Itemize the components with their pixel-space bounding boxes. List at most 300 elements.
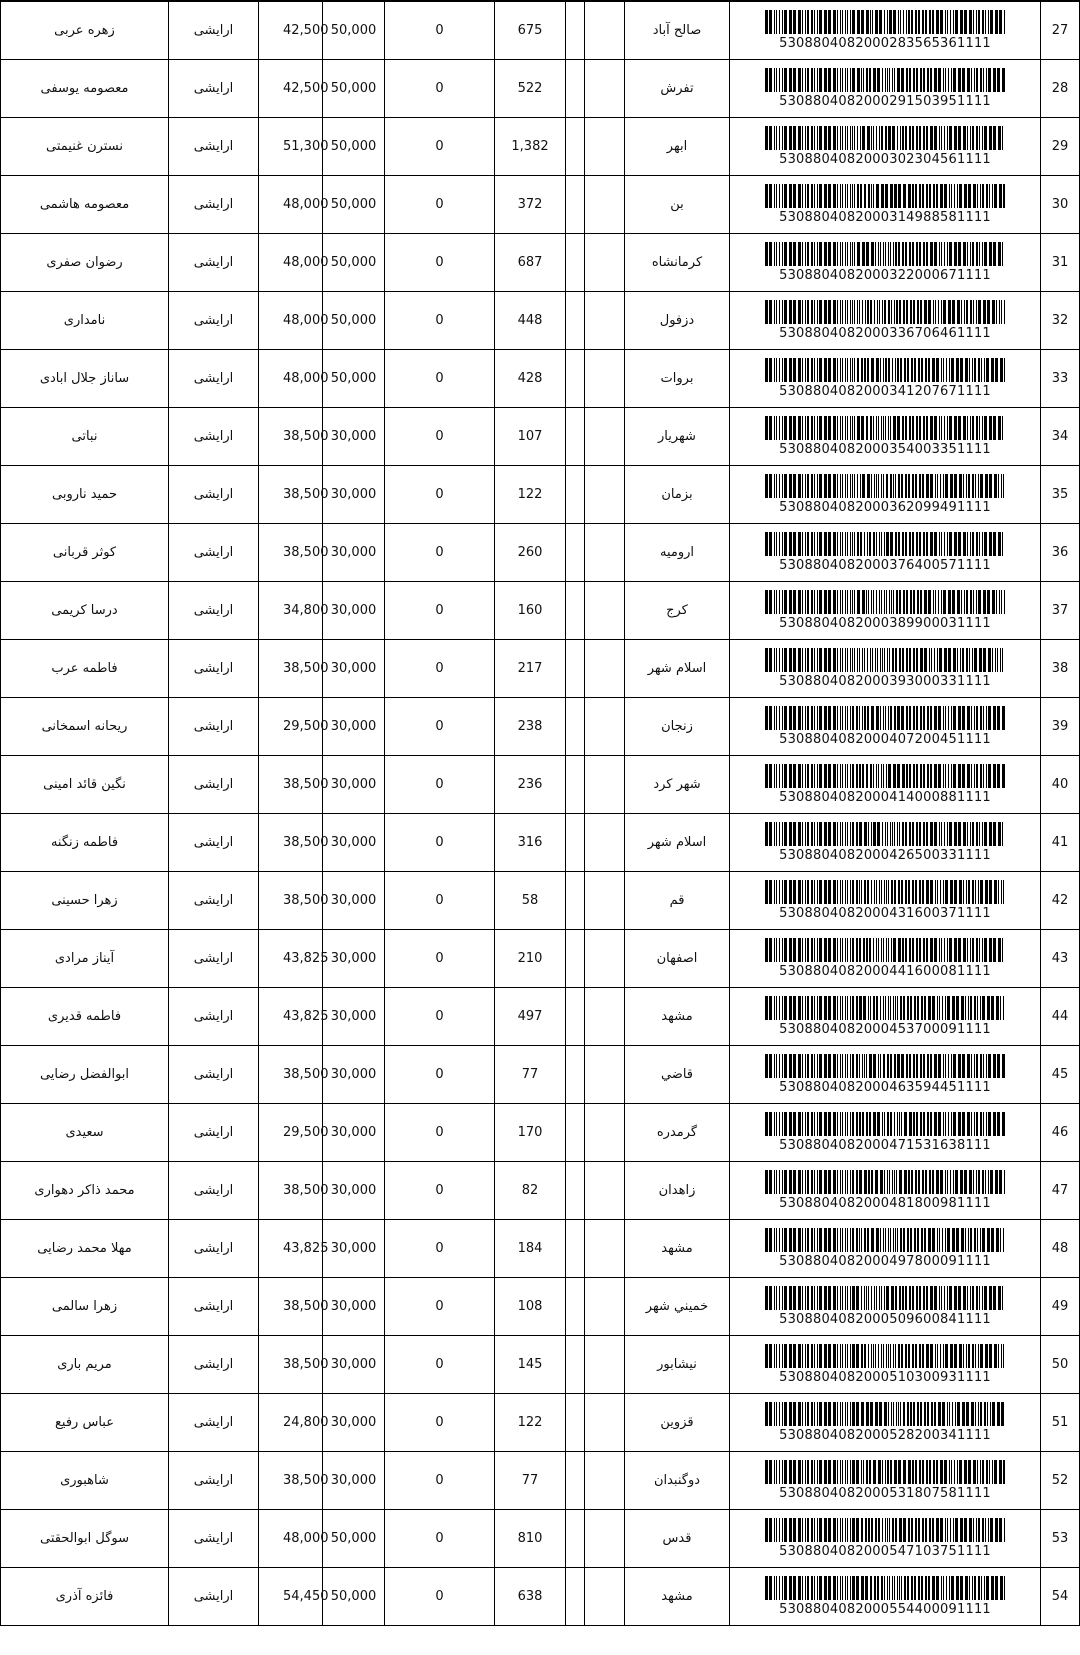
empty-cell-a bbox=[566, 292, 585, 350]
amount-cell: 43,825 bbox=[259, 1220, 323, 1278]
barcode-cell bbox=[730, 1452, 1041, 1510]
empty-cell-b bbox=[585, 1394, 625, 1452]
zero-cell: 0 bbox=[385, 1, 495, 60]
barcode-graphic bbox=[765, 1170, 1005, 1194]
recipient-name-cell: فاطمه قدیری bbox=[1, 988, 169, 1046]
recipient-name-cell: ساناز جلال ابادی bbox=[1, 350, 169, 408]
row-number-cell: 52 bbox=[1041, 1452, 1080, 1510]
recipient-name-cell: فاطمه عرب bbox=[1, 640, 169, 698]
barcode-graphic bbox=[765, 1518, 1005, 1542]
city-cell: مشهد bbox=[625, 988, 730, 1046]
zero-cell: 0 bbox=[385, 1278, 495, 1336]
empty-cell-b bbox=[585, 1162, 625, 1220]
row-number-cell: 49 bbox=[1041, 1278, 1080, 1336]
barcode-graphic bbox=[765, 996, 1005, 1020]
empty-cell-b bbox=[585, 1220, 625, 1278]
recipient-name-cell: نامداری bbox=[1, 292, 169, 350]
zero-cell: 0 bbox=[385, 350, 495, 408]
count-cell: 316 bbox=[495, 814, 566, 872]
barcode-number: 5308804082000431600371111 bbox=[779, 906, 991, 921]
recipient-name-cell: ریحانه اسمخانی bbox=[1, 698, 169, 756]
recipient-name-cell: زهره عربی bbox=[1, 1, 169, 60]
price-cell: 50,000 bbox=[323, 1510, 385, 1568]
barcode-number: 5308804082000336706461111 bbox=[779, 326, 991, 341]
barcode-number: 5308804082000354003351111 bbox=[779, 442, 991, 457]
zero-cell: 0 bbox=[385, 60, 495, 118]
barcode-graphic bbox=[765, 68, 1005, 92]
barcode-cell bbox=[730, 176, 1041, 234]
barcode-graphic bbox=[765, 648, 1005, 672]
city-cell: تفرش bbox=[625, 60, 730, 118]
count-cell: 448 bbox=[495, 292, 566, 350]
barcode-number: 5308804082000441600081111 bbox=[779, 964, 991, 979]
amount-cell: 38,500 bbox=[259, 640, 323, 698]
price-cell: 30,000 bbox=[323, 698, 385, 756]
recipient-name-cell: حمید ناروبی bbox=[1, 466, 169, 524]
product-type-cell: ارایشی bbox=[169, 1568, 259, 1626]
zero-cell: 0 bbox=[385, 1162, 495, 1220]
row-number-cell: 34 bbox=[1041, 408, 1080, 466]
barcode-number: 5308804082000414000881111 bbox=[779, 790, 991, 805]
row-number-cell: 41 bbox=[1041, 814, 1080, 872]
barcode-cell bbox=[730, 1046, 1041, 1104]
product-type-cell: ارایشی bbox=[169, 1510, 259, 1568]
barcode-cell bbox=[730, 1104, 1041, 1162]
zero-cell: 0 bbox=[385, 234, 495, 292]
empty-cell-b bbox=[585, 524, 625, 582]
price-cell: 30,000 bbox=[323, 988, 385, 1046]
recipient-name-cell: فاطمه زنگنه bbox=[1, 814, 169, 872]
table-row bbox=[1, 1278, 1080, 1336]
barcode-cell bbox=[730, 524, 1041, 582]
empty-cell-a bbox=[566, 466, 585, 524]
count-cell: 1,382 bbox=[495, 118, 566, 176]
count-cell: 77 bbox=[495, 1452, 566, 1510]
barcode-number: 5308804082000510300931111 bbox=[779, 1370, 991, 1385]
empty-cell-b bbox=[585, 1, 625, 60]
empty-cell-a bbox=[566, 988, 585, 1046]
count-cell: 184 bbox=[495, 1220, 566, 1278]
table-row bbox=[1, 118, 1080, 176]
product-type-cell: ارایشی bbox=[169, 60, 259, 118]
amount-cell: 38,500 bbox=[259, 1046, 323, 1104]
price-cell: 50,000 bbox=[323, 350, 385, 408]
count-cell: 638 bbox=[495, 1568, 566, 1626]
city-cell: شهر کرد bbox=[625, 756, 730, 814]
zero-cell: 0 bbox=[385, 466, 495, 524]
empty-cell-b bbox=[585, 60, 625, 118]
empty-cell-b bbox=[585, 1452, 625, 1510]
empty-cell-b bbox=[585, 814, 625, 872]
empty-cell-a bbox=[566, 524, 585, 582]
row-number-cell: 28 bbox=[1041, 60, 1080, 118]
recipient-name-cell: شاهبوری bbox=[1, 1452, 169, 1510]
product-type-cell: ارایشی bbox=[169, 1046, 259, 1104]
product-type-cell: ارایشی bbox=[169, 698, 259, 756]
count-cell: 145 bbox=[495, 1336, 566, 1394]
table-row bbox=[1, 60, 1080, 118]
count-cell: 428 bbox=[495, 350, 566, 408]
amount-cell: 38,500 bbox=[259, 872, 323, 930]
amount-cell: 43,825 bbox=[259, 988, 323, 1046]
empty-cell-a bbox=[566, 350, 585, 408]
product-type-cell: ارایشی bbox=[169, 408, 259, 466]
count-cell: 675 bbox=[495, 1, 566, 60]
barcode-cell bbox=[730, 1394, 1041, 1452]
barcode-cell bbox=[730, 756, 1041, 814]
barcode-cell bbox=[730, 1510, 1041, 1568]
barcode-number: 5308804082000407200451111 bbox=[779, 732, 991, 747]
recipient-name-cell: درسا کریمی bbox=[1, 582, 169, 640]
empty-cell-b bbox=[585, 1104, 625, 1162]
count-cell: 497 bbox=[495, 988, 566, 1046]
row-number-cell: 46 bbox=[1041, 1104, 1080, 1162]
amount-cell: 43,825 bbox=[259, 930, 323, 988]
city-cell: ابهر bbox=[625, 118, 730, 176]
row-number-cell: 29 bbox=[1041, 118, 1080, 176]
empty-cell-a bbox=[566, 1336, 585, 1394]
zero-cell: 0 bbox=[385, 640, 495, 698]
table-row bbox=[1, 234, 1080, 292]
price-cell: 50,000 bbox=[323, 234, 385, 292]
barcode-number: 5308804082000389900031111 bbox=[779, 616, 991, 631]
amount-cell: 51,300 bbox=[259, 118, 323, 176]
city-cell: کرمانشاه bbox=[625, 234, 730, 292]
amount-cell: 38,500 bbox=[259, 466, 323, 524]
amount-cell: 24,800 bbox=[259, 1394, 323, 1452]
empty-cell-b bbox=[585, 756, 625, 814]
table-row bbox=[1, 1568, 1080, 1626]
row-number-cell: 50 bbox=[1041, 1336, 1080, 1394]
recipient-name-cell: عباس رفیع bbox=[1, 1394, 169, 1452]
row-number-cell: 48 bbox=[1041, 1220, 1080, 1278]
product-type-cell: ارایشی bbox=[169, 1220, 259, 1278]
zero-cell: 0 bbox=[385, 698, 495, 756]
product-type-cell: ارایشی bbox=[169, 988, 259, 1046]
price-cell: 30,000 bbox=[323, 930, 385, 988]
price-cell: 30,000 bbox=[323, 1278, 385, 1336]
barcode-cell bbox=[730, 988, 1041, 1046]
barcode-number: 5308804082000283565361111 bbox=[779, 36, 991, 51]
amount-cell: 34,800 bbox=[259, 582, 323, 640]
zero-cell: 0 bbox=[385, 988, 495, 1046]
zero-cell: 0 bbox=[385, 1104, 495, 1162]
price-cell: 50,000 bbox=[323, 1, 385, 60]
count-cell: 108 bbox=[495, 1278, 566, 1336]
row-number-cell: 36 bbox=[1041, 524, 1080, 582]
zero-cell: 0 bbox=[385, 118, 495, 176]
recipient-name-cell: فائزه آذری bbox=[1, 1568, 169, 1626]
price-cell: 30,000 bbox=[323, 640, 385, 698]
barcode-graphic bbox=[765, 590, 1005, 614]
row-number-cell: 39 bbox=[1041, 698, 1080, 756]
barcode-graphic bbox=[765, 1112, 1005, 1136]
zero-cell: 0 bbox=[385, 756, 495, 814]
empty-cell-a bbox=[566, 1220, 585, 1278]
row-number-cell: 54 bbox=[1041, 1568, 1080, 1626]
count-cell: 372 bbox=[495, 176, 566, 234]
city-cell: قزوین bbox=[625, 1394, 730, 1452]
recipient-name-cell: نسترن غنیمتی bbox=[1, 118, 169, 176]
barcode-graphic bbox=[765, 242, 1005, 266]
empty-cell-a bbox=[566, 60, 585, 118]
barcode-cell bbox=[730, 582, 1041, 640]
barcode-number: 5308804082000481800981111 bbox=[779, 1196, 991, 1211]
empty-cell-b bbox=[585, 872, 625, 930]
row-number-cell: 40 bbox=[1041, 756, 1080, 814]
barcode-cell bbox=[730, 292, 1041, 350]
barcode-graphic bbox=[765, 1576, 1005, 1600]
count-cell: 58 bbox=[495, 872, 566, 930]
price-cell: 30,000 bbox=[323, 814, 385, 872]
price-cell: 30,000 bbox=[323, 1162, 385, 1220]
barcode-number: 5308804082000509600841111 bbox=[779, 1312, 991, 1327]
barcode-cell bbox=[730, 1278, 1041, 1336]
barcode-graphic bbox=[765, 532, 1005, 556]
barcode-cell bbox=[730, 640, 1041, 698]
barcode-graphic bbox=[765, 184, 1005, 208]
zero-cell: 0 bbox=[385, 524, 495, 582]
recipient-name-cell: رضوان صفری bbox=[1, 234, 169, 292]
city-cell: زنجان bbox=[625, 698, 730, 756]
product-type-cell: ارایشی bbox=[169, 350, 259, 408]
empty-cell-b bbox=[585, 1046, 625, 1104]
barcode-cell bbox=[730, 1, 1041, 60]
table-row bbox=[1, 930, 1080, 988]
city-cell: اسلام شهر bbox=[625, 640, 730, 698]
product-type-cell: ارایشی bbox=[169, 814, 259, 872]
amount-cell: 48,000 bbox=[259, 292, 323, 350]
amount-cell: 38,500 bbox=[259, 814, 323, 872]
city-cell: قم bbox=[625, 872, 730, 930]
recipient-name-cell: معصومه یوسفی bbox=[1, 60, 169, 118]
city-cell: نیشابور bbox=[625, 1336, 730, 1394]
barcode-graphic bbox=[765, 1228, 1005, 1252]
count-cell: 122 bbox=[495, 466, 566, 524]
zero-cell: 0 bbox=[385, 1394, 495, 1452]
recipient-name-cell: کوثر قربانی bbox=[1, 524, 169, 582]
product-type-cell: ارایشی bbox=[169, 1452, 259, 1510]
count-cell: 236 bbox=[495, 756, 566, 814]
count-cell: 170 bbox=[495, 1104, 566, 1162]
table-row bbox=[1, 1, 1080, 60]
amount-cell: 38,500 bbox=[259, 524, 323, 582]
barcode-graphic bbox=[765, 126, 1005, 150]
city-cell: بزمان bbox=[625, 466, 730, 524]
barcode-number: 5308804082000341207671111 bbox=[779, 384, 991, 399]
product-type-cell: ارایشی bbox=[169, 176, 259, 234]
city-cell: اصفهان bbox=[625, 930, 730, 988]
recipient-name-cell: محمد ذاکر دهواری bbox=[1, 1162, 169, 1220]
zero-cell: 0 bbox=[385, 1220, 495, 1278]
price-cell: 30,000 bbox=[323, 1336, 385, 1394]
barcode-graphic bbox=[765, 10, 1005, 34]
zero-cell: 0 bbox=[385, 1046, 495, 1104]
empty-cell-b bbox=[585, 1278, 625, 1336]
barcode-cell bbox=[730, 1336, 1041, 1394]
product-type-cell: ارایشی bbox=[169, 234, 259, 292]
price-cell: 50,000 bbox=[323, 60, 385, 118]
recipient-name-cell: ابوالفضل رضایی bbox=[1, 1046, 169, 1104]
barcode-number: 5308804082000547103751111 bbox=[779, 1544, 991, 1559]
table-row bbox=[1, 1220, 1080, 1278]
barcode-graphic bbox=[765, 1344, 1005, 1368]
product-type-cell: ارایشی bbox=[169, 292, 259, 350]
price-cell: 30,000 bbox=[323, 524, 385, 582]
amount-cell: 29,500 bbox=[259, 698, 323, 756]
empty-cell-a bbox=[566, 1394, 585, 1452]
barcode-cell bbox=[730, 60, 1041, 118]
barcode-graphic bbox=[765, 300, 1005, 324]
city-cell: زاهدان bbox=[625, 1162, 730, 1220]
barcode-number: 5308804082000471531638111 bbox=[779, 1138, 991, 1153]
table-row bbox=[1, 1394, 1080, 1452]
empty-cell-a bbox=[566, 1510, 585, 1568]
product-type-cell: ارایشی bbox=[169, 872, 259, 930]
empty-cell-b bbox=[585, 466, 625, 524]
product-type-cell: ارایشی bbox=[169, 524, 259, 582]
barcode-graphic bbox=[765, 1286, 1005, 1310]
table-row bbox=[1, 698, 1080, 756]
count-cell: 122 bbox=[495, 1394, 566, 1452]
product-type-cell: ارایشی bbox=[169, 118, 259, 176]
count-cell: 260 bbox=[495, 524, 566, 582]
barcode-number: 5308804082000362099491111 bbox=[779, 500, 991, 515]
empty-cell-a bbox=[566, 176, 585, 234]
empty-cell-b bbox=[585, 988, 625, 1046]
amount-cell: 48,000 bbox=[259, 1510, 323, 1568]
amount-cell: 48,000 bbox=[259, 234, 323, 292]
product-type-cell: ارایشی bbox=[169, 1162, 259, 1220]
count-cell: 210 bbox=[495, 930, 566, 988]
zero-cell: 0 bbox=[385, 1452, 495, 1510]
empty-cell-a bbox=[566, 1046, 585, 1104]
empty-cell-a bbox=[566, 640, 585, 698]
zero-cell: 0 bbox=[385, 582, 495, 640]
barcode-cell bbox=[730, 1568, 1041, 1626]
barcode-cell bbox=[730, 466, 1041, 524]
table-row bbox=[1, 1452, 1080, 1510]
amount-cell: 38,500 bbox=[259, 408, 323, 466]
empty-cell-b bbox=[585, 930, 625, 988]
table-row bbox=[1, 582, 1080, 640]
empty-cell-a bbox=[566, 118, 585, 176]
row-number-cell: 31 bbox=[1041, 234, 1080, 292]
recipient-name-cell: سعیدی bbox=[1, 1104, 169, 1162]
barcode-graphic bbox=[765, 706, 1005, 730]
amount-cell: 48,000 bbox=[259, 176, 323, 234]
price-cell: 30,000 bbox=[323, 1452, 385, 1510]
barcode-cell bbox=[730, 1220, 1041, 1278]
product-type-cell: ارایشی bbox=[169, 1336, 259, 1394]
row-number-cell: 42 bbox=[1041, 872, 1080, 930]
table-row bbox=[1, 872, 1080, 930]
barcode-number: 5308804082000531807581111 bbox=[779, 1486, 991, 1501]
barcode-number: 5308804082000376400571111 bbox=[779, 558, 991, 573]
barcode-number: 5308804082000554400091111 bbox=[779, 1602, 991, 1617]
product-type-cell: ارایشی bbox=[169, 1394, 259, 1452]
empty-cell-b bbox=[585, 118, 625, 176]
empty-cell-a bbox=[566, 408, 585, 466]
city-cell: دوگنبدان bbox=[625, 1452, 730, 1510]
recipient-name-cell: نباتی bbox=[1, 408, 169, 466]
empty-cell-a bbox=[566, 1162, 585, 1220]
barcode-graphic bbox=[765, 880, 1005, 904]
row-number-cell: 45 bbox=[1041, 1046, 1080, 1104]
product-type-cell: ارایشی bbox=[169, 1278, 259, 1336]
empty-cell-a bbox=[566, 930, 585, 988]
count-cell: 107 bbox=[495, 408, 566, 466]
empty-cell-b bbox=[585, 1568, 625, 1626]
empty-cell-b bbox=[585, 350, 625, 408]
table-row bbox=[1, 1162, 1080, 1220]
barcode-number: 5308804082000302304561111 bbox=[779, 152, 991, 167]
row-number-cell: 32 bbox=[1041, 292, 1080, 350]
row-number-cell: 47 bbox=[1041, 1162, 1080, 1220]
city-cell: خميني شهر bbox=[625, 1278, 730, 1336]
table-row bbox=[1, 350, 1080, 408]
amount-cell: 42,500 bbox=[259, 60, 323, 118]
row-number-cell: 44 bbox=[1041, 988, 1080, 1046]
barcode-cell bbox=[730, 814, 1041, 872]
price-cell: 50,000 bbox=[323, 118, 385, 176]
zero-cell: 0 bbox=[385, 1336, 495, 1394]
empty-cell-a bbox=[566, 1452, 585, 1510]
table-row bbox=[1, 1510, 1080, 1568]
barcode-cell bbox=[730, 698, 1041, 756]
city-cell: شهریار bbox=[625, 408, 730, 466]
count-cell: 810 bbox=[495, 1510, 566, 1568]
city-cell: کرج bbox=[625, 582, 730, 640]
amount-cell: 42,500 bbox=[259, 1, 323, 60]
barcode-cell bbox=[730, 408, 1041, 466]
table-row bbox=[1, 466, 1080, 524]
empty-cell-b bbox=[585, 292, 625, 350]
barcode-graphic bbox=[765, 938, 1005, 962]
row-number-cell: 51 bbox=[1041, 1394, 1080, 1452]
empty-cell-b bbox=[585, 1336, 625, 1394]
empty-cell-a bbox=[566, 698, 585, 756]
city-cell: دزفول bbox=[625, 292, 730, 350]
table-row bbox=[1, 176, 1080, 234]
empty-cell-b bbox=[585, 698, 625, 756]
count-cell: 217 bbox=[495, 640, 566, 698]
barcode-number: 5308804082000426500331111 bbox=[779, 848, 991, 863]
table-row bbox=[1, 408, 1080, 466]
barcode-graphic bbox=[765, 822, 1005, 846]
zero-cell: 0 bbox=[385, 1568, 495, 1626]
empty-cell-a bbox=[566, 582, 585, 640]
price-cell: 30,000 bbox=[323, 1046, 385, 1104]
empty-cell-b bbox=[585, 582, 625, 640]
city-cell: قاضي bbox=[625, 1046, 730, 1104]
empty-cell-a bbox=[566, 234, 585, 292]
empty-cell-a bbox=[566, 872, 585, 930]
amount-cell: 38,500 bbox=[259, 1278, 323, 1336]
barcode-graphic bbox=[765, 1402, 1005, 1426]
recipient-name-cell: سوگل ابوالحقتی bbox=[1, 1510, 169, 1568]
city-cell: ارومیه bbox=[625, 524, 730, 582]
price-cell: 30,000 bbox=[323, 1104, 385, 1162]
price-cell: 50,000 bbox=[323, 176, 385, 234]
empty-cell-b bbox=[585, 640, 625, 698]
empty-cell-b bbox=[585, 408, 625, 466]
barcode-cell bbox=[730, 118, 1041, 176]
count-cell: 77 bbox=[495, 1046, 566, 1104]
product-type-cell: ارایشی bbox=[169, 1104, 259, 1162]
row-number-cell: 53 bbox=[1041, 1510, 1080, 1568]
table-row bbox=[1, 292, 1080, 350]
